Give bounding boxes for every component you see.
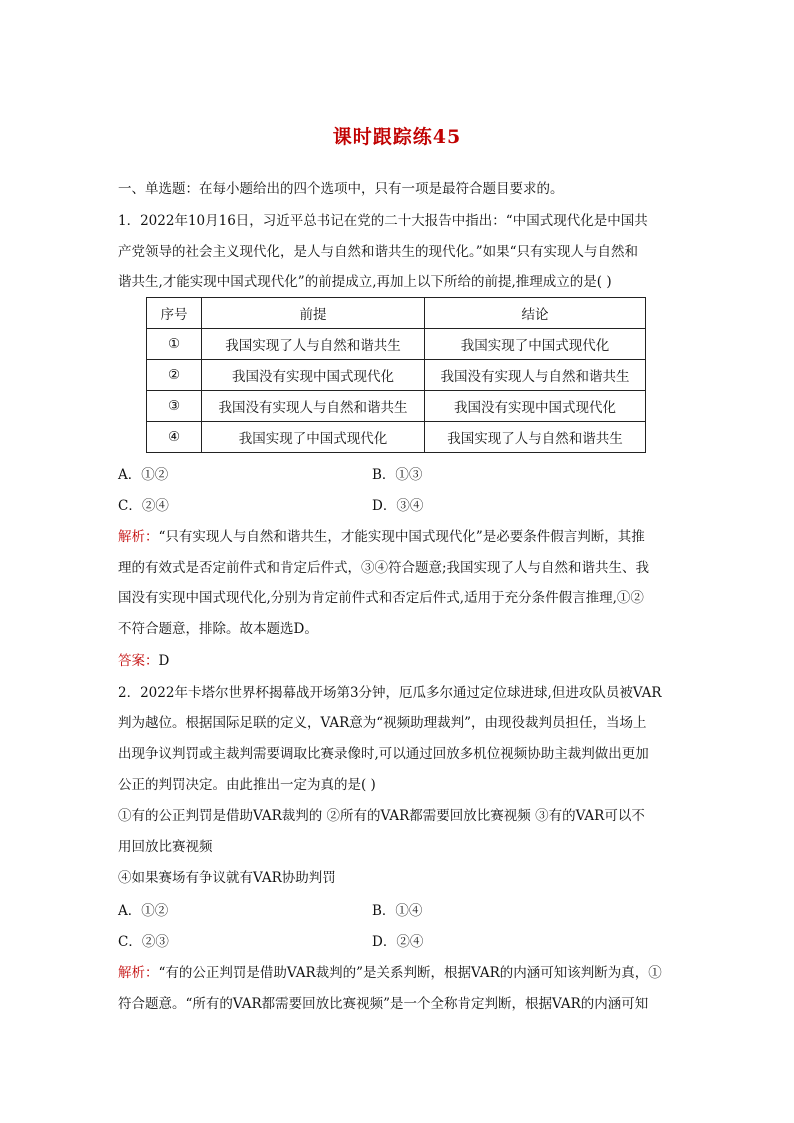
table-cell: ② [147, 360, 202, 391]
q1-text-line: 谐共生,才能实现中国式现代化”的前提成立,再加上以下所给的前提,推理成立的是( ) [118, 274, 612, 290]
q2-option-d: D．②④ [372, 934, 424, 950]
table-header: 结论 [425, 298, 646, 329]
q1-option-d: D．③④ [372, 498, 424, 514]
q2-text-line: 2．2022年卡塔尔世界杯揭幕战开场第3分钟，厄瓜多尔通过定位球进球,但进攻队员被VAR [118, 685, 662, 701]
q2-text-line: 公正的判罚决定。由此推出一定为真的是( ) [118, 777, 376, 793]
table-cell: 我国没有实现中国式现代化 [202, 360, 425, 391]
q1-answer [118, 652, 169, 670]
q2-option-b: B．①④ [372, 903, 423, 919]
table-cell: 我国实现了中国式现代化 [202, 422, 425, 453]
analysis-text: “有的公正判罚是借助VAR裁判的”是关系判断，根据VAR的内涵可知该判断为真，① [158, 965, 662, 981]
q2-text-line: 出现争议判罚或主裁判需要调取比赛录像时,可以通过回放多机位视频协助主裁判做出更加 [118, 746, 649, 762]
table-row [147, 329, 646, 360]
table-cell: 我国没有实现中国式现代化 [425, 391, 646, 422]
analysis-text: “只有实现人与自然和谐共生，才能实现中国式现代化”是必要条件假言判断，其推 [158, 529, 645, 545]
page-title: 课时跟踪练45 [332, 126, 462, 148]
q2-analysis-line [118, 964, 662, 982]
q1-option-c: C．②④ [118, 498, 169, 514]
q1-text-line: 产党领导的社会主义现代化，是人与自然和谐共生的现代化。”如果“只有实现人与自然和 [118, 244, 639, 260]
q2-option-a: A．①② [118, 903, 169, 919]
premise-conclusion-table [146, 297, 646, 453]
answer-label: 答案： [118, 653, 159, 669]
q1-analysis-line: 理的有效式是否定前件式和肯定后件式，③④符合题意;我国实现了人与自然和谐共生、我 [118, 560, 650, 576]
table-header: 序号 [147, 298, 202, 329]
table-cell: 我国没有实现人与自然和谐共生 [202, 391, 425, 422]
q2-option-c: C．②③ [118, 934, 169, 950]
table-cell: ③ [147, 391, 202, 422]
q2-statement-line: 用回放比赛视频 [118, 839, 213, 855]
q2-text-line: 判为越位。根据国际足联的定义，VAR意为“视频助理裁判”，由现役裁判员担任，当场上 [118, 715, 647, 731]
q2-statement-line: ①有的公正判罚是借助VAR裁判的 ②所有的VAR都需要回放比赛视频 ③有的VAR可以不 [118, 808, 645, 824]
q1-analysis-line: 国没有实现中国式现代化,分别为肯定前件式和否定后件式,适用于充分条件假言推理,①② [118, 590, 644, 606]
answer-value: D [158, 653, 170, 669]
q2-statement-line: ④如果赛场有争议就有VAR协助判罚 [118, 870, 336, 886]
table-cell: ① [147, 329, 202, 360]
q1-text-line: 1．2022年10月16日，习近平总书记在党的二十大报告中指出：“中国式现代化是中国共 [118, 213, 648, 229]
table-row [147, 360, 646, 391]
table-row [147, 391, 646, 422]
table-header: 前提 [202, 298, 425, 329]
section-heading: 一、单选题：在每小题给出的四个选项中，只有一项是最符合题目要求的。 [118, 181, 564, 197]
q1-analysis-line [118, 528, 645, 546]
table-cell: 我国实现了中国式现代化 [425, 329, 646, 360]
table-cell: ④ [147, 422, 202, 453]
table-header-row [147, 298, 646, 329]
q1-analysis-line: 不符合题意，排除。故本题选D。 [118, 621, 318, 637]
table-cell: 我国实现了人与自然和谐共生 [425, 422, 646, 453]
analysis-label: 解析： [118, 965, 159, 981]
table-cell: 我国实现了人与自然和谐共生 [202, 329, 425, 360]
q2-analysis-line: 符合题意。“所有的VAR都需要回放比赛视频”是一个全称肯定判断，根据VAR的内涵可知 [118, 996, 649, 1012]
q1-option-b: B．①③ [372, 467, 423, 483]
table-row [147, 422, 646, 453]
q1-option-a: A．①② [118, 467, 169, 483]
table-cell: 我国没有实现人与自然和谐共生 [425, 360, 646, 391]
analysis-label: 解析： [118, 529, 159, 545]
